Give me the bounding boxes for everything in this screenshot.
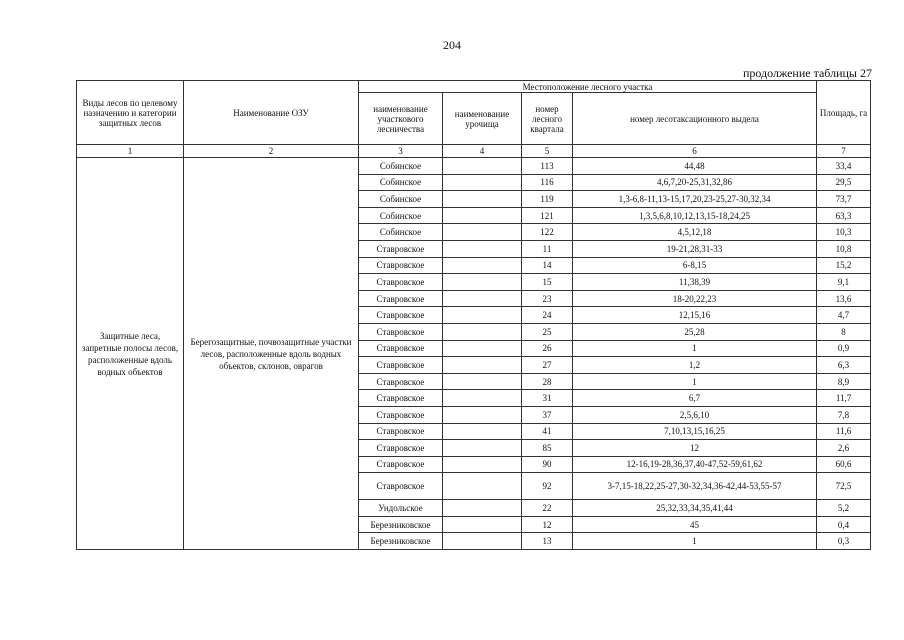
header-location: Местоположение лесного участка (359, 81, 817, 93)
quarter-cell: 25 (522, 323, 573, 340)
area-cell: 33,4 (817, 158, 871, 175)
area-cell: 8,9 (817, 373, 871, 390)
subcompartment-cell: 1 (573, 373, 817, 390)
header-quarter: номер лесного квартала (522, 93, 573, 145)
forest-type-cell: Защитные леса, запретные полосы лесов, расположенные вдоль водных объектов (77, 158, 184, 550)
table-continuation-label: продолжение таблицы 27 (742, 66, 872, 80)
forestry-cell: Березниковское (359, 533, 443, 550)
subcompartment-cell: 12,15,16 (573, 307, 817, 324)
forestry-cell: Ундольское (359, 500, 443, 517)
subcompartment-cell: 1 (573, 533, 817, 550)
area-cell: 0,4 (817, 516, 871, 533)
column-number-row (77, 145, 871, 158)
column-number: 1 (77, 145, 184, 158)
header-area: Площадь, га (817, 81, 871, 145)
forestry-cell: Ставровское (359, 406, 443, 423)
tract-cell (443, 516, 522, 533)
forestry-cell: Ставровское (359, 373, 443, 390)
quarter-cell: 27 (522, 357, 573, 374)
quarter-cell: 26 (522, 340, 573, 357)
column-number: 5 (522, 145, 573, 158)
column-number: 3 (359, 145, 443, 158)
area-cell: 13,6 (817, 290, 871, 307)
forestry-cell: Собинское (359, 174, 443, 191)
subcompartment-cell: 4,5,12,18 (573, 224, 817, 241)
tract-cell (443, 158, 522, 175)
area-cell: 0,9 (817, 340, 871, 357)
quarter-cell: 15 (522, 274, 573, 291)
quarter-cell: 14 (522, 257, 573, 274)
column-number: 7 (817, 145, 871, 158)
quarter-cell: 90 (522, 456, 573, 473)
forestry-cell: Ставровское (359, 274, 443, 291)
tract-cell (443, 406, 522, 423)
area-cell: 29,5 (817, 174, 871, 191)
tract-cell (443, 224, 522, 241)
header-forest-type: Виды лесов по целевому назначению и категории защитных лесов (77, 81, 184, 145)
quarter-cell: 13 (522, 533, 573, 550)
quarter-cell: 24 (522, 307, 573, 324)
tract-cell (443, 207, 522, 224)
subcompartment-cell: 6-8,15 (573, 257, 817, 274)
quarter-cell: 113 (522, 158, 573, 175)
quarter-cell: 116 (522, 174, 573, 191)
subcompartment-cell: 18-20,22,23 (573, 290, 817, 307)
subcompartment-cell: 25,28 (573, 323, 817, 340)
tract-cell (443, 174, 522, 191)
forestry-cell: Ставровское (359, 357, 443, 374)
area-cell: 0,3 (817, 533, 871, 550)
forestry-cell: Ставровское (359, 390, 443, 407)
area-cell: 10,8 (817, 240, 871, 257)
forestry-cell: Собинское (359, 224, 443, 241)
area-cell: 11,6 (817, 423, 871, 440)
tract-cell (443, 191, 522, 208)
subcompartment-cell: 44,48 (573, 158, 817, 175)
forestry-cell: Ставровское (359, 340, 443, 357)
subcompartment-cell: 11,38,39 (573, 274, 817, 291)
tract-cell (443, 440, 522, 457)
forestry-cell: Ставровское (359, 323, 443, 340)
tract-cell (443, 456, 522, 473)
subcompartment-cell: 1,2 (573, 357, 817, 374)
area-cell: 7,8 (817, 406, 871, 423)
area-cell: 4,7 (817, 307, 871, 324)
tract-cell (443, 473, 522, 500)
ozu-name-cell: Берегозащитные, почвозащитные участки лесов, расположенные вдоль водных объектов, склонов, оврагов (184, 158, 359, 550)
forestry-cell: Ставровское (359, 456, 443, 473)
tract-cell (443, 257, 522, 274)
header-district-forestry: наименование участкового лесничества (359, 93, 443, 145)
tract-cell (443, 373, 522, 390)
forestry-cell: Ставровское (359, 290, 443, 307)
quarter-cell: 121 (522, 207, 573, 224)
area-cell: 9,1 (817, 274, 871, 291)
table-row (77, 158, 871, 175)
subcompartment-cell: 4,6,7,20-25,31,32,86 (573, 174, 817, 191)
quarter-cell: 23 (522, 290, 573, 307)
forestry-cell: Ставровское (359, 240, 443, 257)
tract-cell (443, 323, 522, 340)
quarter-cell: 122 (522, 224, 573, 241)
column-number: 2 (184, 145, 359, 158)
tract-cell (443, 307, 522, 324)
forestry-cell: Ставровское (359, 473, 443, 500)
subcompartment-cell: 1 (573, 340, 817, 357)
subcompartment-cell: 2,5,6,10 (573, 406, 817, 423)
tract-cell (443, 533, 522, 550)
tract-cell (443, 357, 522, 374)
subcompartment-cell: 1,3,5,6,8,10,12,13,15-18,24,25 (573, 207, 817, 224)
tract-cell (443, 340, 522, 357)
area-cell: 5,2 (817, 500, 871, 517)
area-cell: 72,5 (817, 473, 871, 500)
subcompartment-cell: 25,32,33,34,35,41,44 (573, 500, 817, 517)
forestry-cell: Ставровское (359, 440, 443, 457)
tract-cell (443, 500, 522, 517)
header-tract: наименование урочища (443, 93, 522, 145)
page-number: 204 (443, 38, 461, 52)
forest-plots-table (76, 80, 871, 550)
tract-cell (443, 240, 522, 257)
tract-cell (443, 274, 522, 291)
quarter-cell: 119 (522, 191, 573, 208)
header-ozu-name: Наименование ОЗУ (184, 81, 359, 145)
forestry-cell: Ставровское (359, 307, 443, 324)
forestry-cell: Собинское (359, 158, 443, 175)
quarter-cell: 85 (522, 440, 573, 457)
area-cell: 8 (817, 323, 871, 340)
area-cell: 6,3 (817, 357, 871, 374)
area-cell: 10,3 (817, 224, 871, 241)
tract-cell (443, 423, 522, 440)
subcompartment-cell: 12-16,19-28,36,37,40-47,52-59,61,62 (573, 456, 817, 473)
quarter-cell: 12 (522, 516, 573, 533)
forestry-cell: Ставровское (359, 257, 443, 274)
table-body (77, 158, 871, 550)
quarter-cell: 11 (522, 240, 573, 257)
subcompartment-cell: 3-7,15-18,22,25-27,30-32,34,36-42,44-53,55-57 (573, 473, 817, 500)
quarter-cell: 92 (522, 473, 573, 500)
area-cell: 11,7 (817, 390, 871, 407)
quarter-cell: 41 (522, 423, 573, 440)
subcompartment-cell: 19-21,28,31-33 (573, 240, 817, 257)
forestry-cell: Ставровское (359, 423, 443, 440)
area-cell: 15,2 (817, 257, 871, 274)
forestry-cell: Собинское (359, 191, 443, 208)
forestry-cell: Собинское (359, 207, 443, 224)
subcompartment-cell: 1,3-6,8-11,13-15,17,20,23-25,27-30,32,34 (573, 191, 817, 208)
quarter-cell: 22 (522, 500, 573, 517)
area-cell: 60,6 (817, 456, 871, 473)
column-number: 4 (443, 145, 522, 158)
quarter-cell: 31 (522, 390, 573, 407)
area-cell: 2,6 (817, 440, 871, 457)
subcompartment-cell: 6,7 (573, 390, 817, 407)
subcompartment-cell: 45 (573, 516, 817, 533)
quarter-cell: 28 (522, 373, 573, 390)
area-cell: 73,7 (817, 191, 871, 208)
header-subcompartment: номер лесотаксационного выдела (573, 93, 817, 145)
tract-cell (443, 290, 522, 307)
subcompartment-cell: 12 (573, 440, 817, 457)
column-number: 6 (573, 145, 817, 158)
subcompartment-cell: 7,10,13,15,16,25 (573, 423, 817, 440)
tract-cell (443, 390, 522, 407)
forestry-cell: Березниковское (359, 516, 443, 533)
area-cell: 63,3 (817, 207, 871, 224)
quarter-cell: 37 (522, 406, 573, 423)
